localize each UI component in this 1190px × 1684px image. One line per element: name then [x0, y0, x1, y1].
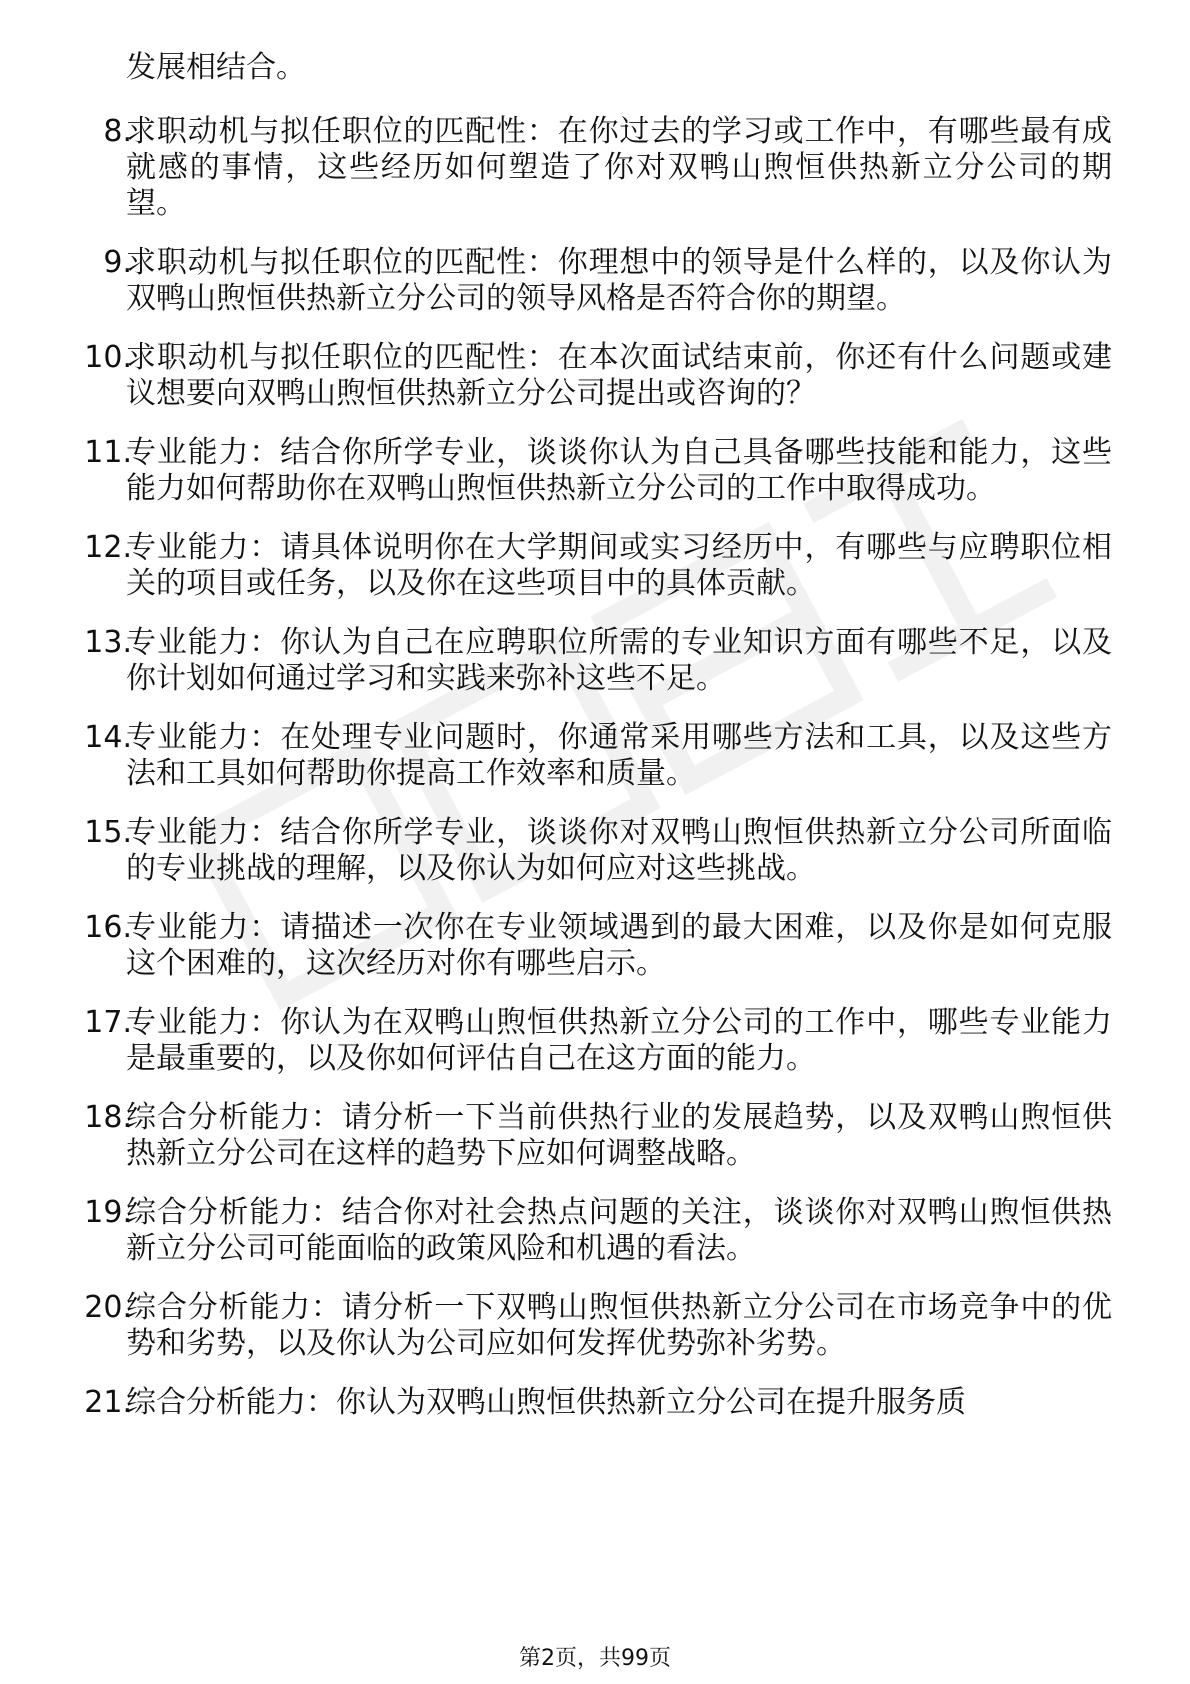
question-text: 综合分析能力：结合你对社会热点问题的关注，谈谈你对双鸭山煦恒供热新立分公司可能面临的政策风险和机遇的看法。: [126, 1195, 1112, 1266]
question-text: 专业能力：在处理专业问题时，你通常采用哪些方法和工具，以及这些方法和工具如何帮助你提高工作效率和质量。: [126, 720, 1112, 791]
question-number: 21.: [84, 1385, 132, 1420]
question-text: 专业能力：结合你所学专业，谈谈你对双鸭山煦恒供热新立分公司所面临的专业挑战的理解，以及你认为如何应对这些挑战。: [126, 815, 1112, 886]
question-item: [0, 1005, 1190, 1077]
question-item: [0, 1385, 1190, 1421]
question-number: 19.: [84, 1195, 132, 1230]
question-number: 14.: [84, 720, 132, 755]
question-number: 17.: [84, 1005, 132, 1040]
question-number: 16.: [84, 910, 132, 945]
question-text: 专业能力：结合你所学专业，谈谈你认为自己具备哪些技能和能力，这些能力如何帮助你在双鸭山煦恒供热新立分公司的工作中取得成功。: [126, 435, 1112, 506]
question-text: 综合分析能力：请分析一下双鸭山煦恒供热新立分公司在市场竞争中的优势和劣势，以及你认为公司应如何发挥优势弥补劣势。: [126, 1290, 1112, 1361]
question-text: 综合分析能力：请分析一下当前供热行业的发展趋势，以及双鸭山煦恒供热新立分公司在这样的趋势下应如何调整战略。: [126, 1100, 1112, 1171]
question-text: 综合分析能力：你认为双鸭山煦恒供热新立分公司在提升服务质: [126, 1385, 966, 1420]
question-number: 9.: [103, 245, 132, 280]
question-item: [0, 720, 1190, 792]
question-text: 专业能力：请描述一次你在专业领域遇到的最大困难，以及你是如何克服这个困难的，这次经历对你有哪些启示。: [126, 910, 1112, 981]
question-number: 15.: [84, 815, 132, 850]
page-footer: 第2页，共99页: [519, 1646, 671, 1671]
question-text: 求职动机与拟任职位的匹配性：在你过去的学习或工作中，有哪些最有成就感的事情，这些经历如何塑造了你对双鸭山煦恒供热新立分公司的期望。: [126, 114, 1112, 221]
question-text: 专业能力：你认为在双鸭山煦恒供热新立分公司的工作中，哪些专业能力是最重要的，以及你如何评估自己在这方面的能力。: [126, 1005, 1112, 1076]
question-number: 13.: [84, 625, 132, 660]
question-number: 20.: [84, 1290, 132, 1325]
question-item: [0, 435, 1190, 507]
question-item: [0, 340, 1190, 412]
question-number: 18.: [84, 1100, 132, 1135]
question-item: [0, 114, 1190, 222]
question-number: 8.: [103, 114, 132, 149]
question-item: [0, 245, 1190, 317]
question-text: 求职动机与拟任职位的匹配性：在本次面试结束前，你还有什么问题或建议想要向双鸭山煦恒供热新立分公司提出或咨询的？: [126, 340, 1112, 411]
question-text: 求职动机与拟任职位的匹配性：你理想中的领导是什么样的，以及你认为双鸭山煦恒供热新立分公司的领导风格是否符合你的期望。: [126, 245, 1112, 316]
question-text: 专业能力：请具体说明你在大学期间或实习经历中，有哪些与应聘职位相关的项目或任务，以及你在这些项目中的具体贡献。: [126, 530, 1112, 601]
question-item: [0, 1100, 1190, 1172]
question-item: [0, 1195, 1190, 1267]
question-item: [0, 1290, 1190, 1362]
question-item: [0, 910, 1190, 982]
continuation-text: 发展相结合。: [126, 50, 306, 85]
question-item: [0, 815, 1190, 887]
question-text: 专业能力：你认为自己在应聘职位所需的专业知识方面有哪些不足，以及你计划如何通过学习和实践来弥补这些不足。: [126, 625, 1112, 696]
question-number: 12.: [84, 530, 132, 565]
question-item: [0, 530, 1190, 602]
question-number: 10.: [84, 340, 132, 375]
question-list: [0, 114, 1190, 1444]
question-number: 11.: [84, 435, 132, 470]
question-item: [0, 625, 1190, 697]
